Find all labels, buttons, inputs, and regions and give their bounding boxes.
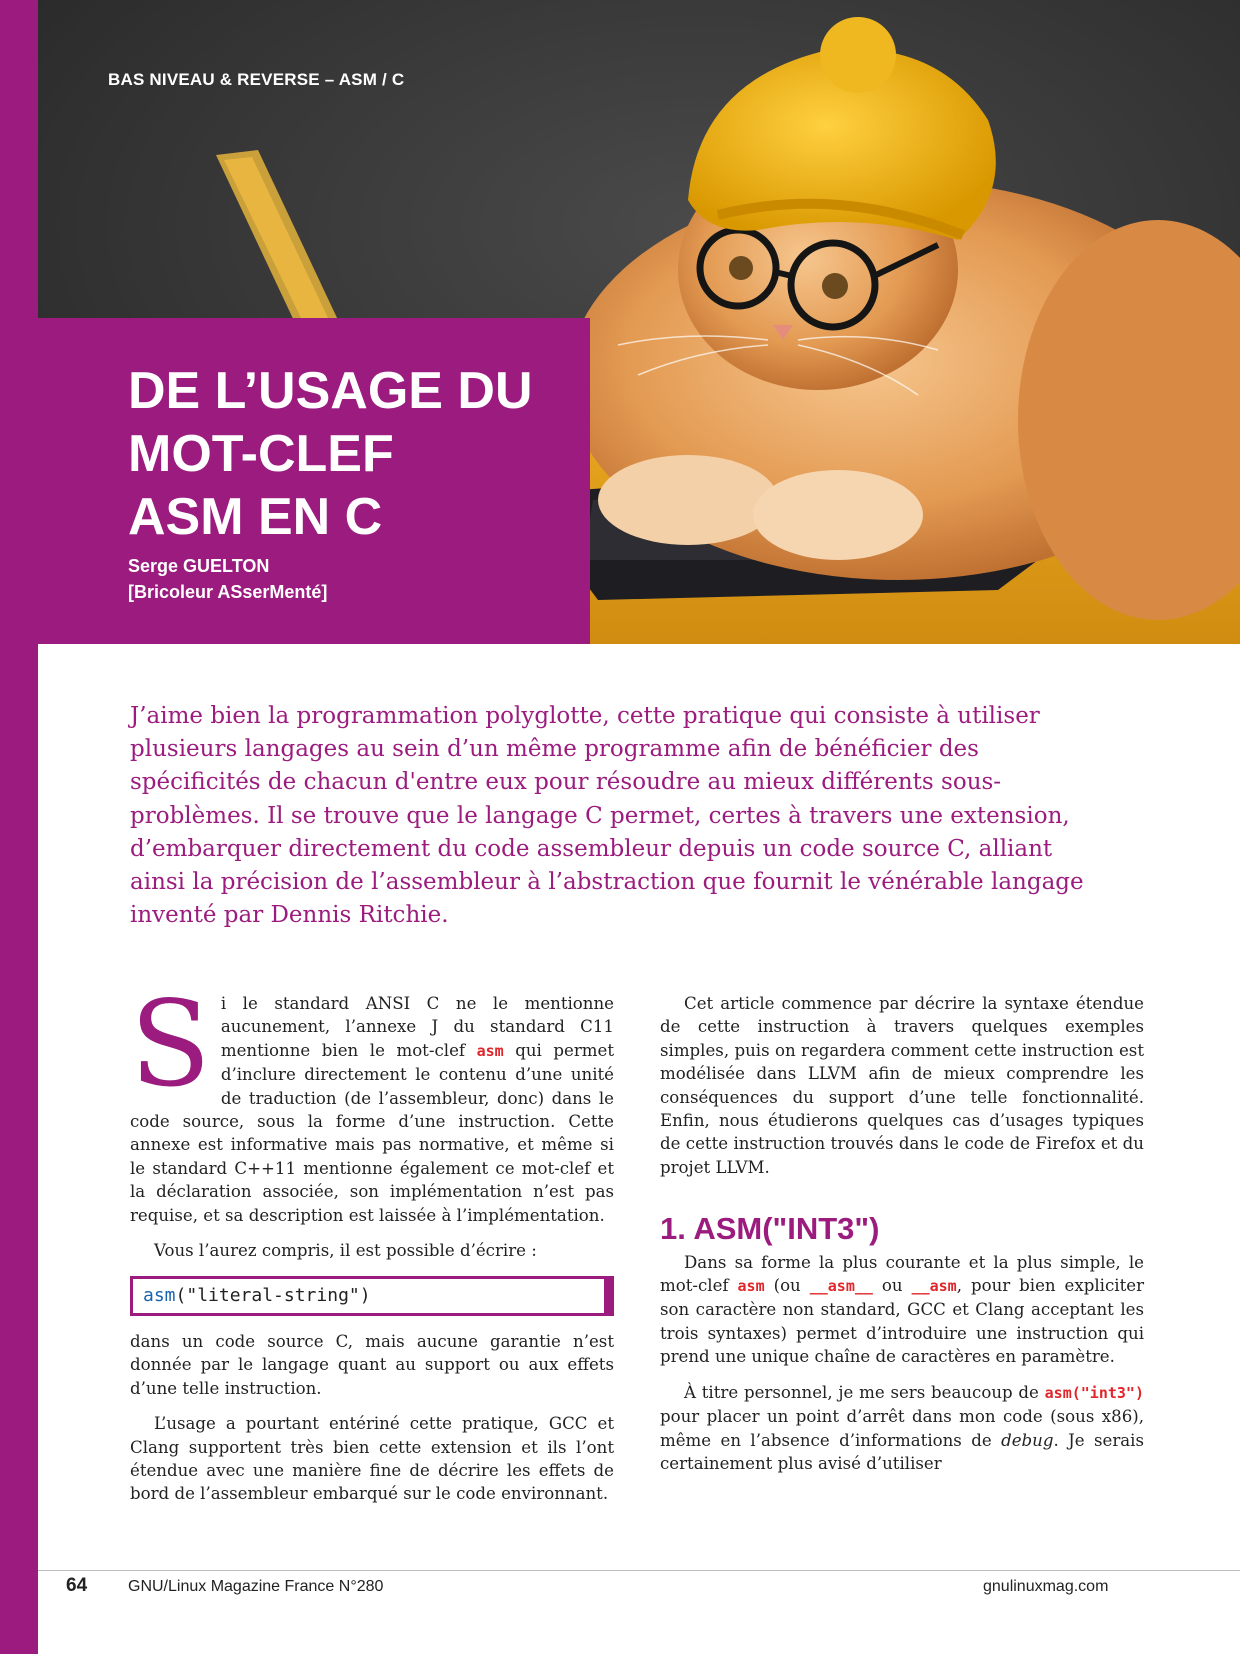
magazine-name: GNU/Linux Magazine France N°280	[128, 1578, 384, 1595]
article-title	[128, 360, 533, 549]
debug-emphasis: debug	[1001, 1430, 1054, 1450]
right-p3-text-b: pour placer un point d’arrêt dans mon code (sous x86), même en l’absence d’informations de	[660, 1407, 1144, 1450]
page-number: 64	[66, 1575, 88, 1596]
code-block	[130, 1276, 614, 1315]
left-paragraph-4: L’usage a pourtant entériné cette pratique, GCC et Clang supportent très bien cette extension et ils l’ont étendue avec une manière fine de décrire les effets de bord de l’assembleur embarqué sur le code environnant.	[130, 1414, 614, 1504]
code-string: ("literal-string")	[175, 1285, 371, 1307]
footer-divider	[38, 1570, 1240, 1571]
left-paragraph-2: Vous l’aurez compris, il est possible d’écrire :	[154, 1241, 537, 1261]
right-p2-text-b: (ou	[764, 1276, 810, 1296]
right-p3-text-a: À titre personnel, je me sers beaucoup de	[684, 1382, 1045, 1402]
asm-keyword-3: __asm	[911, 1277, 957, 1296]
title-line-2: MOT-CLEF	[128, 425, 394, 483]
right-p2-text-c: ou	[872, 1276, 912, 1296]
asm-keyword-1: asm	[737, 1277, 765, 1296]
section-label: BAS NIVEAU & REVERSE – ASM / C	[108, 70, 405, 89]
left-p1-text-b: qui permet d’inclure directement le contenu d’une unité de traduction (de l’assembleur, donc) dans le code source, sous la forme d’une instruction. Cette annexe est informative mais pas normative, et même si le standard C++11 mentionne également ce mot-clef et la déclaration associée, son implémentation n’est pas requise, et sa description est laissée à l’implémentation.	[130, 1040, 614, 1225]
intro-paragraph: J’aime bien la programmation polyglotte, cette pratique qui consiste à utiliser plusieurs langages au sein d’un même programme afin de bénéficier des spécificités de chacun d'entre eux pour résoudre au mieux différents sous-problèmes. Il se trouve que le langage C permet, certes à travers une extension, d’embarquer directement du code assembleur depuis un code source C, alliant ainsi la précision de l’assembleur à l’abstraction que fournit le vénérable langage inventé par Dennis Ritchie.	[130, 703, 1084, 929]
author-role: [Bricoleur ASserMenté]	[128, 582, 328, 602]
code-keyword: asm	[143, 1285, 176, 1307]
right-column	[660, 992, 1144, 1487]
left-paragraph-3: dans un code source C, mais aucune garantie n’est donnée par le langage quant au support ou aux effets d’une telle instruction.	[130, 1331, 614, 1398]
title-line-1: DE L’USAGE DU	[128, 362, 533, 420]
author-block	[128, 553, 327, 605]
int3-keyword: asm("int3")	[1044, 1383, 1144, 1402]
section-heading: 1. ASM("INT3")	[660, 1211, 880, 1247]
left-column	[130, 975, 614, 1518]
right-paragraph-1: Cet article commence par décrire la syntaxe étendue de cette instruction à travers quelques exemples simples, puis on regardera comment cette instruction est modélisée dans LLVM afin de mieux comprendre les conséquences du support d’une telle fonctionnalité. Enfin, nous étudierons quelques cas d’usages typiques de cette instruction trouvés dans le code de Firefox et du projet LLVM.	[660, 994, 1144, 1177]
right-p2-text-d: , pour bien expliciter son caractère non standard, GCC et Clang acceptant les trois syntaxes) permet d’introduire une instruction qui prend une unique chaîne de caractères en paramètre.	[660, 1276, 1144, 1367]
website-link[interactable]: gnulinuxmag.com	[983, 1578, 1109, 1595]
right-p2-text-a: Dans sa forme la plus courante et la plus simple, le mot-clef	[660, 1252, 1144, 1296]
left-paragraph-1	[130, 975, 614, 1227]
left-accent-bar	[0, 0, 38, 1654]
right-paragraph-3	[660, 1381, 1144, 1476]
author-name: Serge GUELTON	[128, 556, 270, 576]
right-p3-text-c: . Je serais certainement plus avisé d’utiliser	[660, 1430, 1144, 1473]
asm-keyword: asm	[476, 1041, 504, 1060]
right-paragraph-2	[660, 1251, 1144, 1369]
left-p1-text-a: i le standard ANSI C ne le mentionne aucunement, l’annexe J du standard C11 mentionne bien le mot-clef	[220, 994, 614, 1060]
title-line-3: ASM EN C	[128, 488, 383, 546]
dropcap: S	[130, 975, 211, 1113]
asm-keyword-2: __asm__	[809, 1277, 873, 1296]
